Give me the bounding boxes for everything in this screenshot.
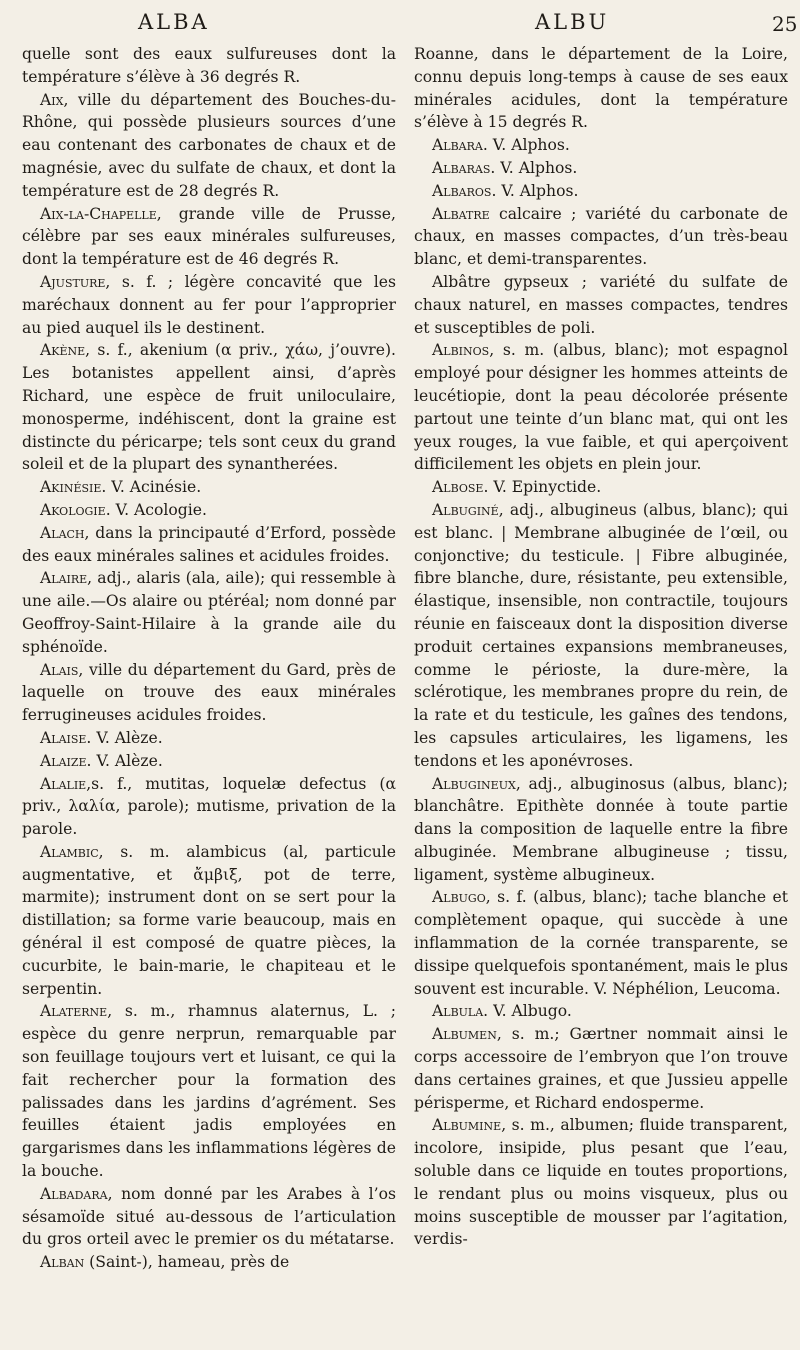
entry-text: . V. Acinésie. xyxy=(101,478,202,497)
entry-headword: Ajusture xyxy=(40,272,106,291)
entry-headword: Albugineux xyxy=(432,774,516,793)
running-head-right: ALBU xyxy=(535,10,610,34)
running-head-left: ALBA xyxy=(138,10,210,34)
entry-headword: Alban xyxy=(40,1253,85,1272)
dictionary-entry xyxy=(22,43,396,89)
dictionary-entry xyxy=(22,841,396,1001)
entry-headword: Aix-la-Chapelle xyxy=(40,204,157,223)
dictionary-entry xyxy=(414,203,788,271)
entry-headword: Albugo xyxy=(432,888,486,907)
entry-text: , adj., alaris (ala, aile); qui ressemble à une aile.—Os alaire ou ptéréal; nom donné par Geoffroy-Saint-Hilaire à la grande aile du sphénoïde. xyxy=(22,569,396,656)
entry-headword: Albuginé xyxy=(432,500,499,519)
right-column xyxy=(414,43,788,1251)
entry-headword: Aix xyxy=(40,90,64,109)
page-number: 25 xyxy=(772,12,798,36)
entry-headword: Albumen xyxy=(432,1025,497,1044)
entry-text: , s. f., akenium (α priv., χάω, j’ouvre). Les botanistes appellent ainsi, d’après Richard, une espèce de fruit uniloculaire, monosperme, indéhiscent, dont la graine est distincte du péricarpe; tels sont ceux du grand soleil et de la plupart des synantherées. xyxy=(22,341,396,474)
dictionary-entry xyxy=(22,499,396,522)
dictionary-entry xyxy=(414,773,788,887)
dictionary-entry xyxy=(414,157,788,180)
entry-text: Roanne, dans le département de la Loire, connu depuis long-temps à cause de ses eaux minérales acidules, dont la température s’élève à 15 degrés R. xyxy=(414,45,788,132)
left-column xyxy=(22,43,396,1274)
dictionary-entry xyxy=(414,339,788,476)
entry-text: , adj., albugineus (albus, blanc); qui est blanc. | Membrane albuginée de l’œil, ou conjonctive; du testicule. | Fibre albuginée, fibre blanche, dure, résistante, peu extensible, élastique, insensible, non contractile, toujours réunie en faisceaux dont la disposition diverse produit certaines expansions membraneuses, comme le périoste, la dure-mère, la sclérotique, les membranes propre du rein, de la rate et du testicule, les gaînes des tendons, les capsules articulaires, les ligamens, les tendons et les aponévroses. xyxy=(414,500,788,770)
dictionary-entry xyxy=(22,203,396,271)
dictionary-entry xyxy=(22,659,396,727)
dictionary-entry xyxy=(414,1114,788,1251)
entry-headword: Alaize xyxy=(40,751,87,770)
dictionary-entry xyxy=(22,89,396,203)
entry-text: (Saint-), hameau, près de xyxy=(84,1253,290,1272)
entry-headword: Albumine xyxy=(432,1116,502,1135)
dictionary-entry xyxy=(22,727,396,750)
entry-text: Albâtre gypseux ; variété du sulfate de chaux naturel, en masses compactes, tendres et susceptibles de poli. xyxy=(414,272,788,337)
entry-headword: Alais xyxy=(40,660,79,679)
entry-headword: Alach xyxy=(40,523,85,542)
entry-text: quelle sont des eaux sulfureuses dont la température s’élève à 36 degrés R. xyxy=(22,45,396,86)
entry-headword: Albadara xyxy=(40,1184,108,1203)
entry-text: calcaire ; variété du carbonate de chaux, en masses compactes, d’un très-beau blanc, et demi-transparentes. xyxy=(414,204,788,269)
entry-text: , ville du département des Bouches-du-Rhône, qui possède plusieurs sources d’une eau contenant des carbonates de chaux et de magnésie, avec du sulfate de chaux, et dont la température est de 28 degrés R. xyxy=(22,90,396,200)
entry-headword: Albose xyxy=(432,478,484,497)
entry-headword: Alambic xyxy=(40,842,99,861)
dictionary-entry xyxy=(22,750,396,773)
entry-text: . V. Epinyctide. xyxy=(483,478,602,497)
entry-text: , grande ville de Prusse, célèbre par ses eaux minérales sulfureuses, dont la température est de 46 degrés R. xyxy=(22,204,396,269)
entry-text: , s. f. (albus, blanc); tache blanche et complètement opaque, qui succède à une inflammation de la cornée transparente, se dissipe quelquefois spontanément, mais le plus souvent est incurable. V. Néphélion, Leucoma. xyxy=(414,888,788,998)
entry-text: , s. m.; Gærtner nommait ainsi le corps accessoire de l’embryon que l’on trouve dans certaines graines, et que Jussieu appelle périsperme, et Richard endosperme. xyxy=(414,1025,788,1112)
dictionary-entry xyxy=(22,339,396,476)
dictionary-entry xyxy=(414,180,788,203)
dictionary-entry xyxy=(414,1000,788,1023)
entry-headword: Albula xyxy=(432,1002,484,1021)
entry-text: , nom donné par les Arabes à l’os sésamoïde situé au-dessous de l’articulation du gros orteil avec le premier os du métatarse. xyxy=(22,1184,396,1249)
dictionary-entry xyxy=(22,271,396,339)
entry-text: . V. Alphos. xyxy=(482,136,570,155)
entry-text: , s. m., albumen; fluide transparent, incolore, insipide, plus pesant que l’eau, soluble dans ce liquide en toutes proportions, le rendant plus ou moins visqueux, plus ou moins susceptible de mousser par l’agitation, verdis- xyxy=(414,1116,788,1249)
entry-text: , s. m., rhamnus alaternus, L. ; espèce du genre nerprun, remarquable par son feuillage toujours vert et luisant, ce qui la fait rechercher pour la formation des palissades dans les jardins d’agrément. Ses feuilles étaient jadis employées en gargarismes dans les inflammations légères de la bouche. xyxy=(22,1002,396,1181)
dictionary-entry xyxy=(22,567,396,658)
dictionary-entry xyxy=(414,134,788,157)
entry-text: . V. Acologie. xyxy=(105,500,207,519)
entry-headword: Albinos xyxy=(432,341,490,360)
dictionary-entry xyxy=(414,271,788,339)
entry-text: , dans la principauté d’Erford, possède des eaux minérales salines et acidules froides. xyxy=(22,523,396,565)
dictionary-entry xyxy=(22,476,396,499)
entry-text: , ville du département du Gard, près de laquelle on trouve des eaux minérales ferrugineuses acidules froides. xyxy=(22,660,396,725)
entry-text: . V. Alphos. xyxy=(491,181,579,200)
entry-text: . V. Alèze. xyxy=(86,728,163,747)
entry-text: , s. f. ; légère concavité que les maréchaux donnent au fer pour l’approprier au pied auquel ils le destinent. xyxy=(22,272,396,337)
entry-headword: Alaise xyxy=(40,728,87,747)
entry-text: . V. Alèze. xyxy=(86,751,163,770)
dictionary-entry xyxy=(414,886,788,1000)
entry-text: . V. Albugo. xyxy=(483,1002,572,1021)
entry-headword: Alaterne xyxy=(40,1002,108,1021)
dictionary-entry xyxy=(22,773,396,841)
entry-text: . V. Alphos. xyxy=(490,158,578,177)
entry-headword: Albaras xyxy=(432,158,491,177)
dictionary-entry xyxy=(22,1183,396,1251)
entry-text: ,s. f., mutitas, loquelæ defectus (α priv., λαλία, parole); mutisme, privation de la parole. xyxy=(22,774,396,839)
entry-headword: Akinésie xyxy=(40,478,102,497)
dictionary-entry xyxy=(414,43,788,134)
dictionary-entry xyxy=(414,476,788,499)
dictionary-entry xyxy=(22,1000,396,1182)
dictionary-entry xyxy=(22,1251,396,1274)
entry-text: , adj., albuginosus (albus, blanc); blanchâtre. Epithète donnée à toute partie dans la composition de laquelle entre la fibre albuginée. Membrane albugineuse ; tissu, ligament, système albugineux. xyxy=(414,774,788,884)
dictionary-entry xyxy=(414,499,788,773)
entry-headword: Akologie xyxy=(40,500,106,519)
dictionary-entry xyxy=(22,522,396,568)
dictionary-entry xyxy=(414,1023,788,1114)
entry-headword: Albaros xyxy=(432,181,492,200)
entry-text: , s. m. alambicus (al, particule augmentative, et ἄμβιξ, pot de terre, marmite); instrument dont on se sert pour la distillation; sa forme varie beaucoup, mais en général il est composé de quatre pièces, la cucurbite, le bain-marie, le chapiteau et le serpentin. xyxy=(22,842,396,998)
entry-headword: Albara xyxy=(432,136,483,155)
entry-headword: Alalie xyxy=(40,774,87,793)
entry-text: , s. m. (albus, blanc); mot espagnol employé pour désigner les hommes atteints de leucétiopie, dont la peau décolorée présente partout une teinte d’un blanc mat, qui ont les yeux rouges, la vue faible, et qui aperçoivent difficilement les objets en plein jour. xyxy=(414,341,788,474)
entry-headword: Alaire xyxy=(40,569,88,588)
entry-headword: Albatre xyxy=(432,204,490,223)
entry-headword: Akène xyxy=(40,341,86,360)
